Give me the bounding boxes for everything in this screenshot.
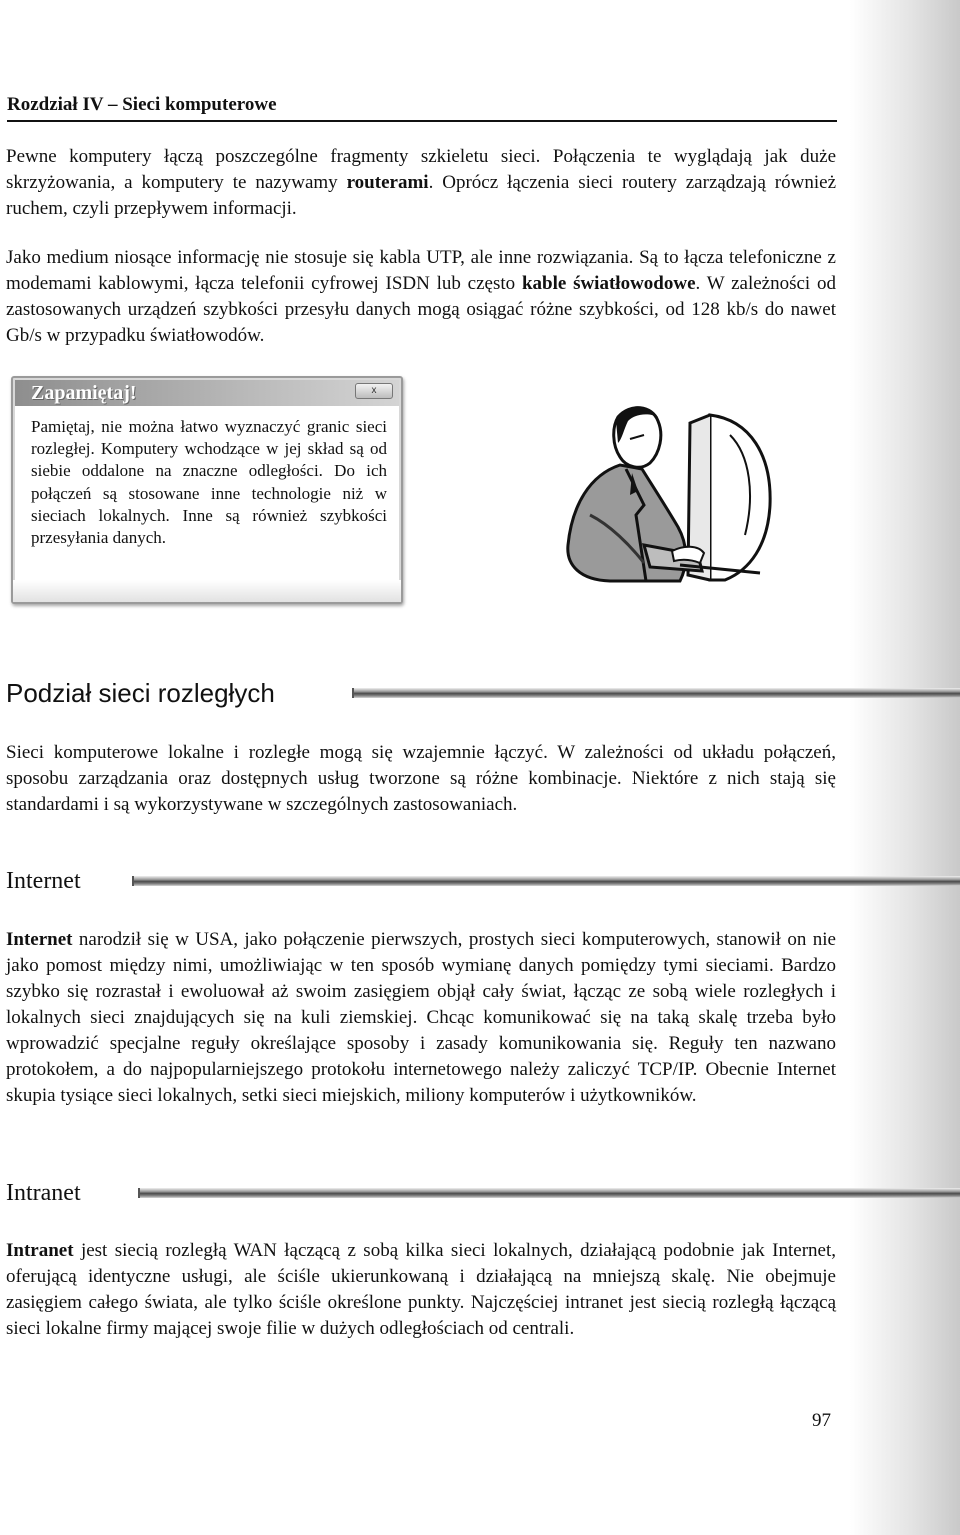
section-title-internet: Internet bbox=[6, 868, 81, 894]
intranet-paragraph: Intranet jest siecią rozległą WAN łączącą z sobą kilka sieci lokalnych, działającą podobnie jak Internet, oferującą identyczne usługi, ale ściśle ukierunkowaną i działającą na mniejszą skalę. Nie obejmuje zasięgiem całego świata, ale tylko ściśle określone punkty. Najczęściej intranet jest siecią rozległą łączącą sieci lokalne firmy mającej swoje filie w dużych odległościach od centrali. bbox=[6, 1240, 836, 1339]
section-title-wan: Podział sieci rozległych bbox=[6, 678, 275, 708]
section-title-intranet: Intranet bbox=[6, 1180, 81, 1206]
section-rule-intranet bbox=[138, 1188, 960, 1198]
note-title: Zapamiętaj! bbox=[31, 382, 137, 404]
page-number: 97 bbox=[812, 1410, 831, 1431]
close-icon: x bbox=[355, 383, 393, 399]
note-bottom-bar bbox=[13, 580, 401, 602]
fiber-term: kable światłowodowe bbox=[521, 273, 696, 294]
note-text: Pamiętaj, nie można łatwo wyznaczyć granic sieci rozległej. Komputery wchodzące w jej skład są od siebie oddalone na znaczne odległości. Do ich połączeń są stosowane inne technologie niż w sieciach lokalnych. Inne są również szybkości przesyłania danych. bbox=[31, 417, 387, 548]
wan-paragraph: Sieci komputerowe lokalne i rozległe mogą się wzajemnie łączyć. W zależności od układu połączeń, sposobu zarządzania oraz dostępnych usług tworzone są różne kombinacje. Niektóre z nich stają się standardami i są wykorzystywane w szczególnych zastosowaniach. bbox=[6, 742, 836, 815]
man-at-computer-icon bbox=[560, 395, 780, 585]
medium-paragraph: Jako medium niosące informację nie stosuje się kabla UTP, ale inne rozwiązania. Są to łącza telefoniczne z modemami kablowymi, łącza telefonii cyfrowej ISDN lub często kable światłowodowe. W zależności od zastosowanych urządzeń szybkości przesyłu danych mogą osiągać różne szybkości, od 128 kb/s do nawet Gb/s w przypadku światłowodów. bbox=[6, 247, 836, 346]
page-edge-shadow bbox=[850, 0, 960, 1535]
internet-paragraph: Internet narodził się w USA, jako połączenie pierwszych, prostych sieci komputerowych, stanowił on nie jako pomost między nimi, umożliwiając w ten sposób wymianę danych pomiędzy tymi sieciami. Bardzo szybko się rozrastał i ewoluował aż swoim zasięgiem objął cały świat, łącząc ze sobą wiele rozległych i lokalnych sieci znajdujących się na kuli ziemskiej. Chcąc komunikować się na taką skalę trzeba było wprowadzić specjalne reguły określające sposoby i zasady komunikowania się. Reguły ten nazwano protokołem, a do najpopularniejszego protokołu internetowego należy zaliczyć TCP/IP. Obecnie Internet skupia tysiące sieci lokalnych, setki sieci miejskich, miliony komputerów i użytkowników. bbox=[6, 929, 836, 1106]
note-titlebar bbox=[15, 380, 399, 406]
intranet-term: Intranet bbox=[6, 1240, 74, 1261]
section-rule-internet bbox=[132, 876, 960, 886]
routers-paragraph: Pewne komputery łączą poszczególne fragmenty szkieletu sieci. Połączenia te wyglądają jak duże skrzyżowania, a komputery te nazywamy routerami. Oprócz łączenia sieci routery zarządzają również ruchem, czyli przepływem informacji. bbox=[6, 146, 837, 219]
chapter-header: Rozdział IV – Sieci komputerowe bbox=[7, 92, 837, 122]
routers-term: routerami bbox=[346, 172, 429, 193]
internet-term: Internet bbox=[6, 929, 73, 950]
section-rule-wan bbox=[352, 688, 960, 698]
remember-note-box bbox=[11, 376, 403, 604]
